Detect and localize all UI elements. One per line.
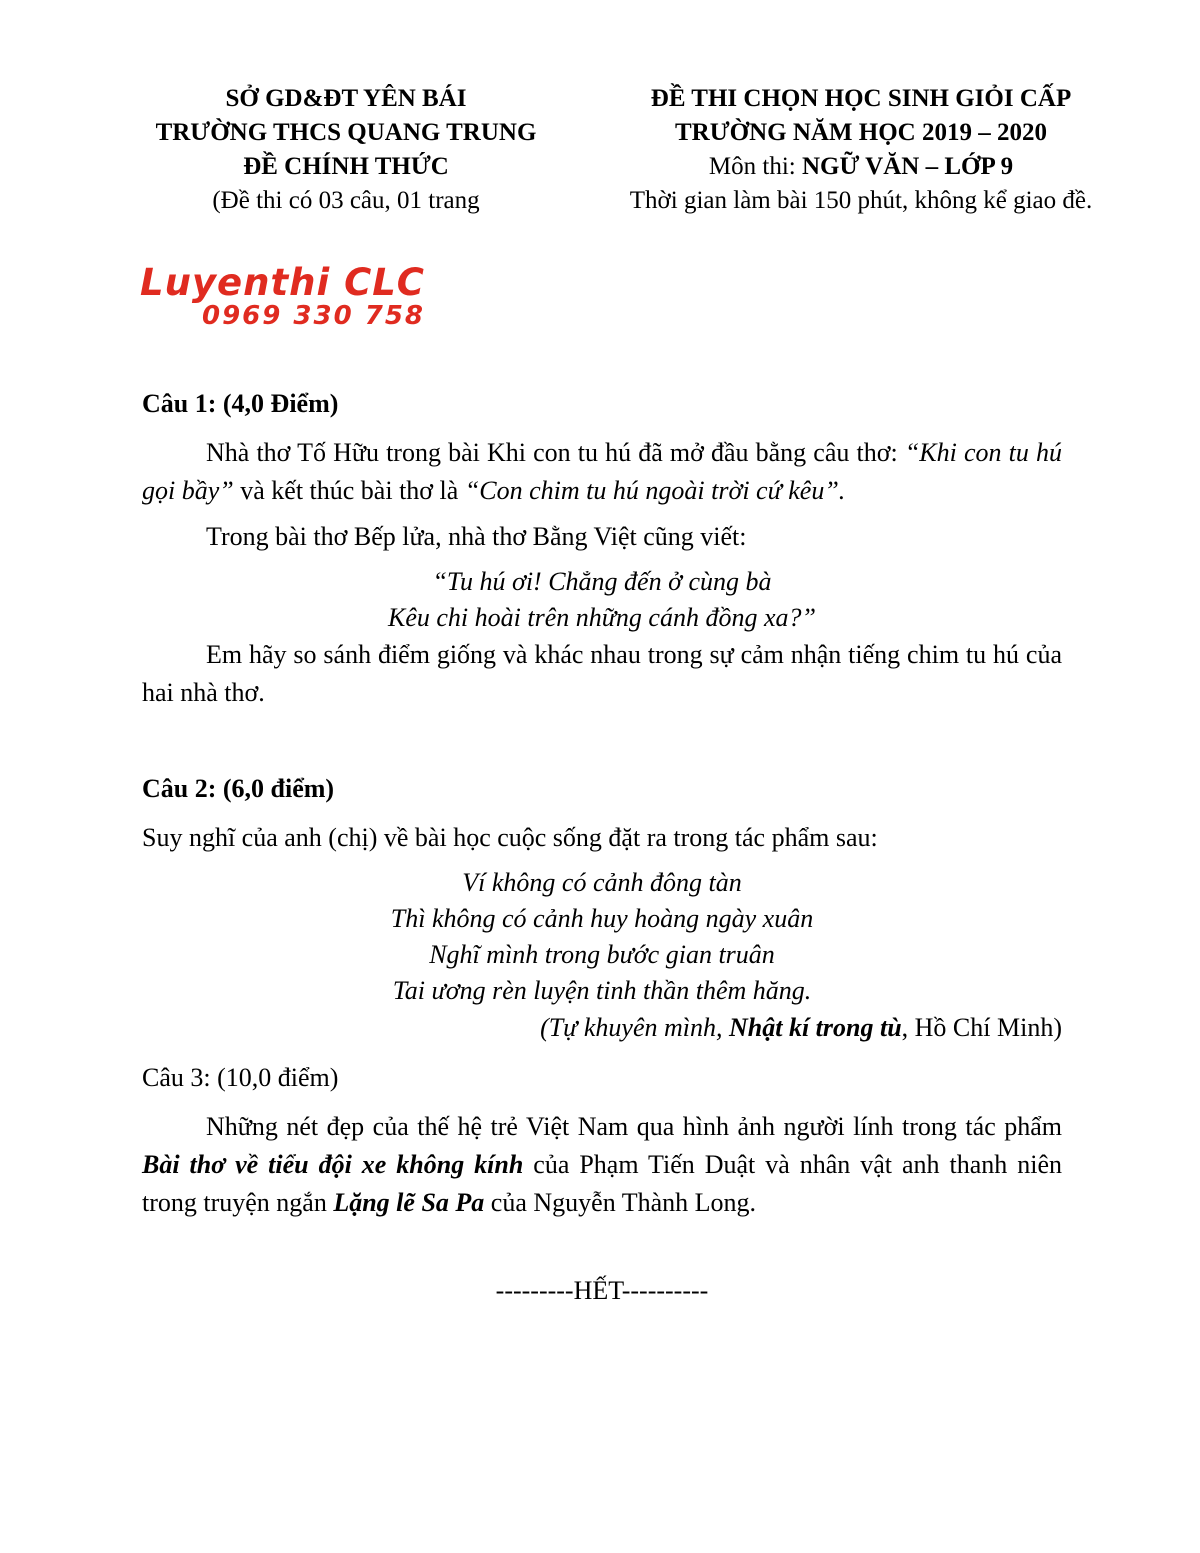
exam-subject-line — [596, 150, 1126, 184]
question-1-paragraph-1 — [142, 434, 1062, 510]
logo-text: Luyenthi CLC — [140, 261, 425, 304]
header-right-block — [596, 82, 1126, 218]
question-1-heading: Câu 1: (4,0 Điểm) — [142, 389, 339, 418]
q2-attr-work-title: Nhật kí trong tù — [728, 1013, 902, 1042]
q1-poem-line-1: “Tu hú ơi! Chẳng đến ở cùng bà — [432, 567, 772, 596]
document-header — [0, 0, 1200, 218]
logo-phone-number: 0969 330 758 — [202, 301, 426, 331]
question-2-heading: Câu 2: (6,0 điểm) — [142, 774, 335, 803]
question-3-heading: Câu 3: (10,0 điểm) — [142, 1063, 339, 1092]
q3-text-c: của Nguyễn Thành Long. — [484, 1188, 757, 1217]
exam-duration: Thời gian làm bài 150 phút, không kể giao đề. — [629, 187, 1093, 214]
q1-text-a: Nhà thơ Tố Hữu trong bài Khi con tu hú đã mở đầu bằng câu thơ: — [206, 438, 905, 467]
exam-title-line1: ĐỀ THI CHỌN HỌC SINH GIỎI CẤP — [650, 85, 1072, 112]
q1-quote-2: “Con chim tu hú ngoài trời cứ kêu”. — [464, 476, 846, 505]
question-3-paragraph — [142, 1108, 1062, 1222]
q3-work-title-2: Lặng lẽ Sa Pa — [333, 1188, 485, 1217]
question-1-paragraph-3: Em hãy so sánh điểm giống và khác nhau trong sự cảm nhận tiếng chim tu hú của hai nhà thơ. — [142, 640, 1062, 707]
q2-attr-author: , Hồ Chí Minh) — [901, 1013, 1062, 1042]
luyenthi-clc-logo — [140, 261, 1200, 331]
school-name: TRƯỜNG THCS QUANG TRUNG — [155, 119, 537, 146]
q2-poem-line-2: Thì không có cảnh huy hoàng ngày xuân — [390, 904, 814, 933]
q2-poem-line-1: Ví không có cảnh đông tàn — [462, 868, 742, 897]
exam-pages-note: (Đề thi có 03 câu, 01 trang — [212, 187, 480, 214]
q2-poem-line-4: Tai ương rèn luyện tinh thần thêm hăng. — [392, 976, 812, 1005]
question-2-intro: Suy nghĩ của anh (chị) về bài học cuộc sống đặt ra trong tác phẩm sau: — [142, 823, 878, 852]
subject-name: NGỮ VĂN – LỚP 9 — [801, 153, 1014, 180]
question-2-attribution — [142, 1009, 1062, 1047]
official-exam-label: ĐỀ CHÍNH THỨC — [243, 153, 449, 180]
exam-body — [142, 385, 1062, 1306]
issuing-department: SỞ GD&ĐT YÊN BÁI — [225, 85, 467, 112]
q3-text-a: Những nét đẹp của thế hệ trẻ Việt Nam qua hình ảnh người lính trong tác phẩm — [206, 1112, 1062, 1141]
question-1-paragraph-2: Trong bài thơ Bếp lửa, nhà thơ Bằng Việt cũng viết: — [206, 522, 747, 551]
exam-title-line2: TRƯỜNG NĂM HỌC 2019 – 2020 — [675, 119, 1047, 146]
q1-quote-1: “Khi con tu hú gọi bầy” — [142, 438, 1062, 505]
subject-prefix: Môn thi: — [708, 153, 802, 180]
q3-text-b: của Phạm Tiến Duật và nhân vật anh thanh niên trong truyện ngắn — [142, 1150, 1062, 1217]
question-1-poem — [142, 564, 1062, 636]
q1-poem-line-2: Kêu chi hoài trên những cánh đồng xa?” — [388, 603, 816, 632]
question-2-poem — [142, 865, 1062, 1009]
q3-work-title-1: Bài thơ về tiểu đội xe không kính — [142, 1150, 524, 1179]
end-of-exam-marker: ---------HẾT---------- — [495, 1276, 709, 1305]
q2-poem-line-3: Nghĩ mình trong bước gian truân — [429, 940, 775, 969]
q2-attr-source: (Tự khuyên mình, — [540, 1013, 729, 1042]
header-left-block — [126, 82, 566, 218]
q1-text-b: và kết thúc bài thơ là — [233, 476, 465, 505]
